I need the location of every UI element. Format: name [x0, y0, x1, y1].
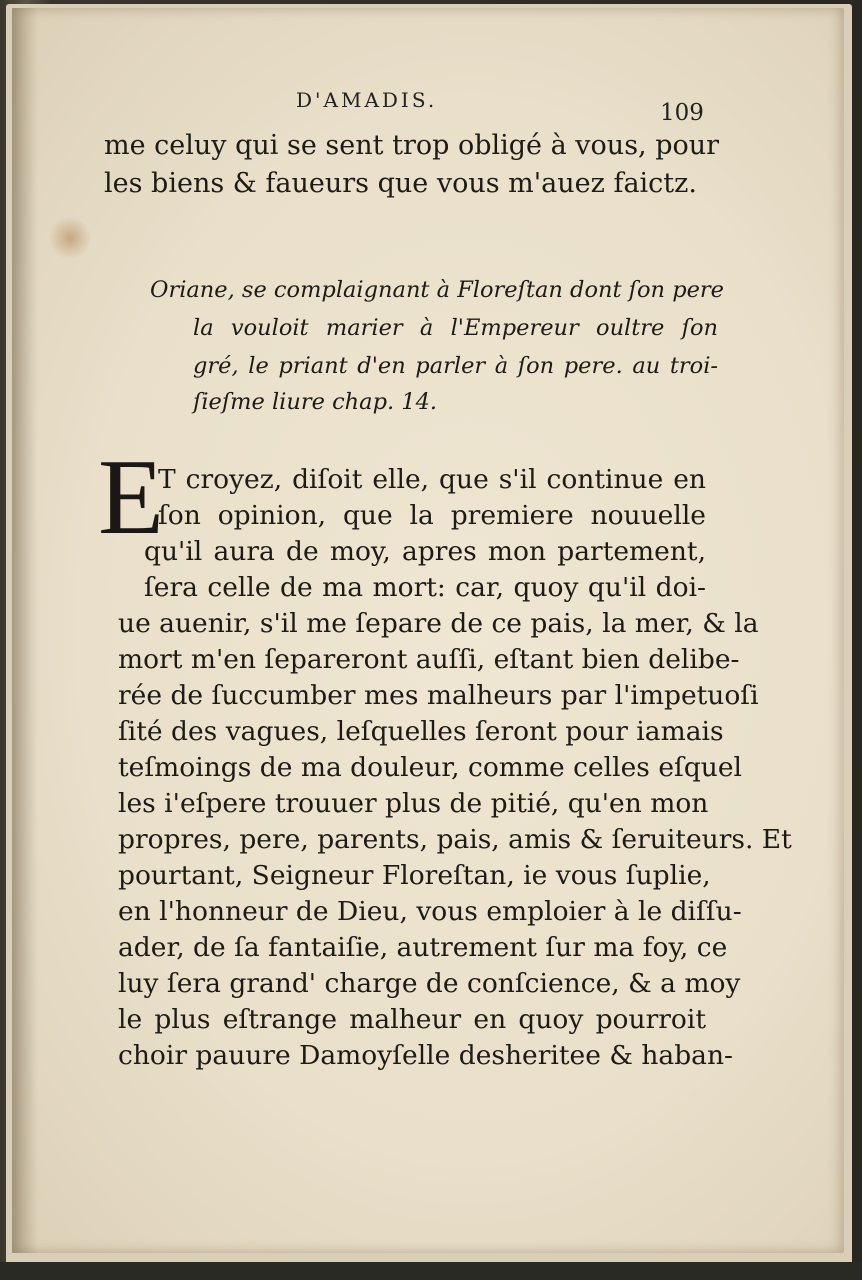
body-line: ader, de ſa fantaiſie, autrement ſur ma foy, ce: [118, 932, 728, 963]
body-line: rée de ſuccumber mes malheurs par l'impetuoſi: [118, 680, 759, 711]
body-line: ſera celle de ma mort: car, quoy qu'il doi-: [144, 572, 706, 603]
body-line: T croyez, diſoit elle, que s'il continue en: [158, 464, 706, 495]
gutter-shadow: [12, 8, 38, 1253]
body-line: le plus eſtrange malheur en quoy pourroit: [118, 1004, 706, 1035]
running-title: D'AMADIS.: [296, 88, 438, 112]
carryover-line: les biens & faueurs que vous m'auez faictz.: [104, 168, 697, 199]
scan-bottom-edge: [0, 1262, 862, 1280]
body-line: mort m'en ſepareront auſſi, eſtant bien delibe-: [118, 644, 740, 675]
carryover-line: me celuy qui se sent trop obligé à vous, pour: [104, 130, 720, 161]
body-line: en l'honneur de Dieu, vous emploier à le diſſu-: [118, 896, 742, 927]
chapter-summary-line: la vouloit marier à l'Empereur oultre ſon: [193, 315, 718, 341]
chapter-summary-line: gré, le priant d'en parler à ſon pere. au troi-: [193, 353, 718, 379]
body-line: teſmoings de ma douleur, comme celles eſquel: [118, 752, 743, 783]
foxing-stain: [50, 215, 90, 261]
body-line: ſon opinion, que la premiere nouuelle: [158, 500, 706, 531]
body-line: qu'il aura de moy, apres mon partement,: [144, 536, 706, 567]
page-number: 109: [660, 100, 704, 126]
body-line: ſité des vagues, leſquelles ſeront pour iamais: [118, 716, 724, 747]
body-line: choir pauure Damoyſelle desheritee & haban-: [118, 1040, 733, 1071]
drop-cap: E: [98, 438, 164, 557]
body-line: ue auenir, s'il me ſepare de ce pais, la mer, & la: [118, 608, 759, 639]
chapter-summary-line: ſieſme liure chap. 14.: [193, 389, 438, 415]
body-line: luy ſera grand' charge de conſcience, & a moy: [118, 968, 741, 999]
chapter-summary-line: Oriane, se complaignant à Floreſtan dont ſon pere: [150, 277, 724, 303]
body-line: propres, pere, parents, pais, amis & ſeruiteurs. Et: [118, 824, 792, 855]
body-line: pourtant, Seigneur Floreſtan, ie vous ſuplie,: [118, 860, 711, 891]
body-line: les i'eſpere trouuer plus de pitié, qu'en mon: [118, 788, 709, 819]
